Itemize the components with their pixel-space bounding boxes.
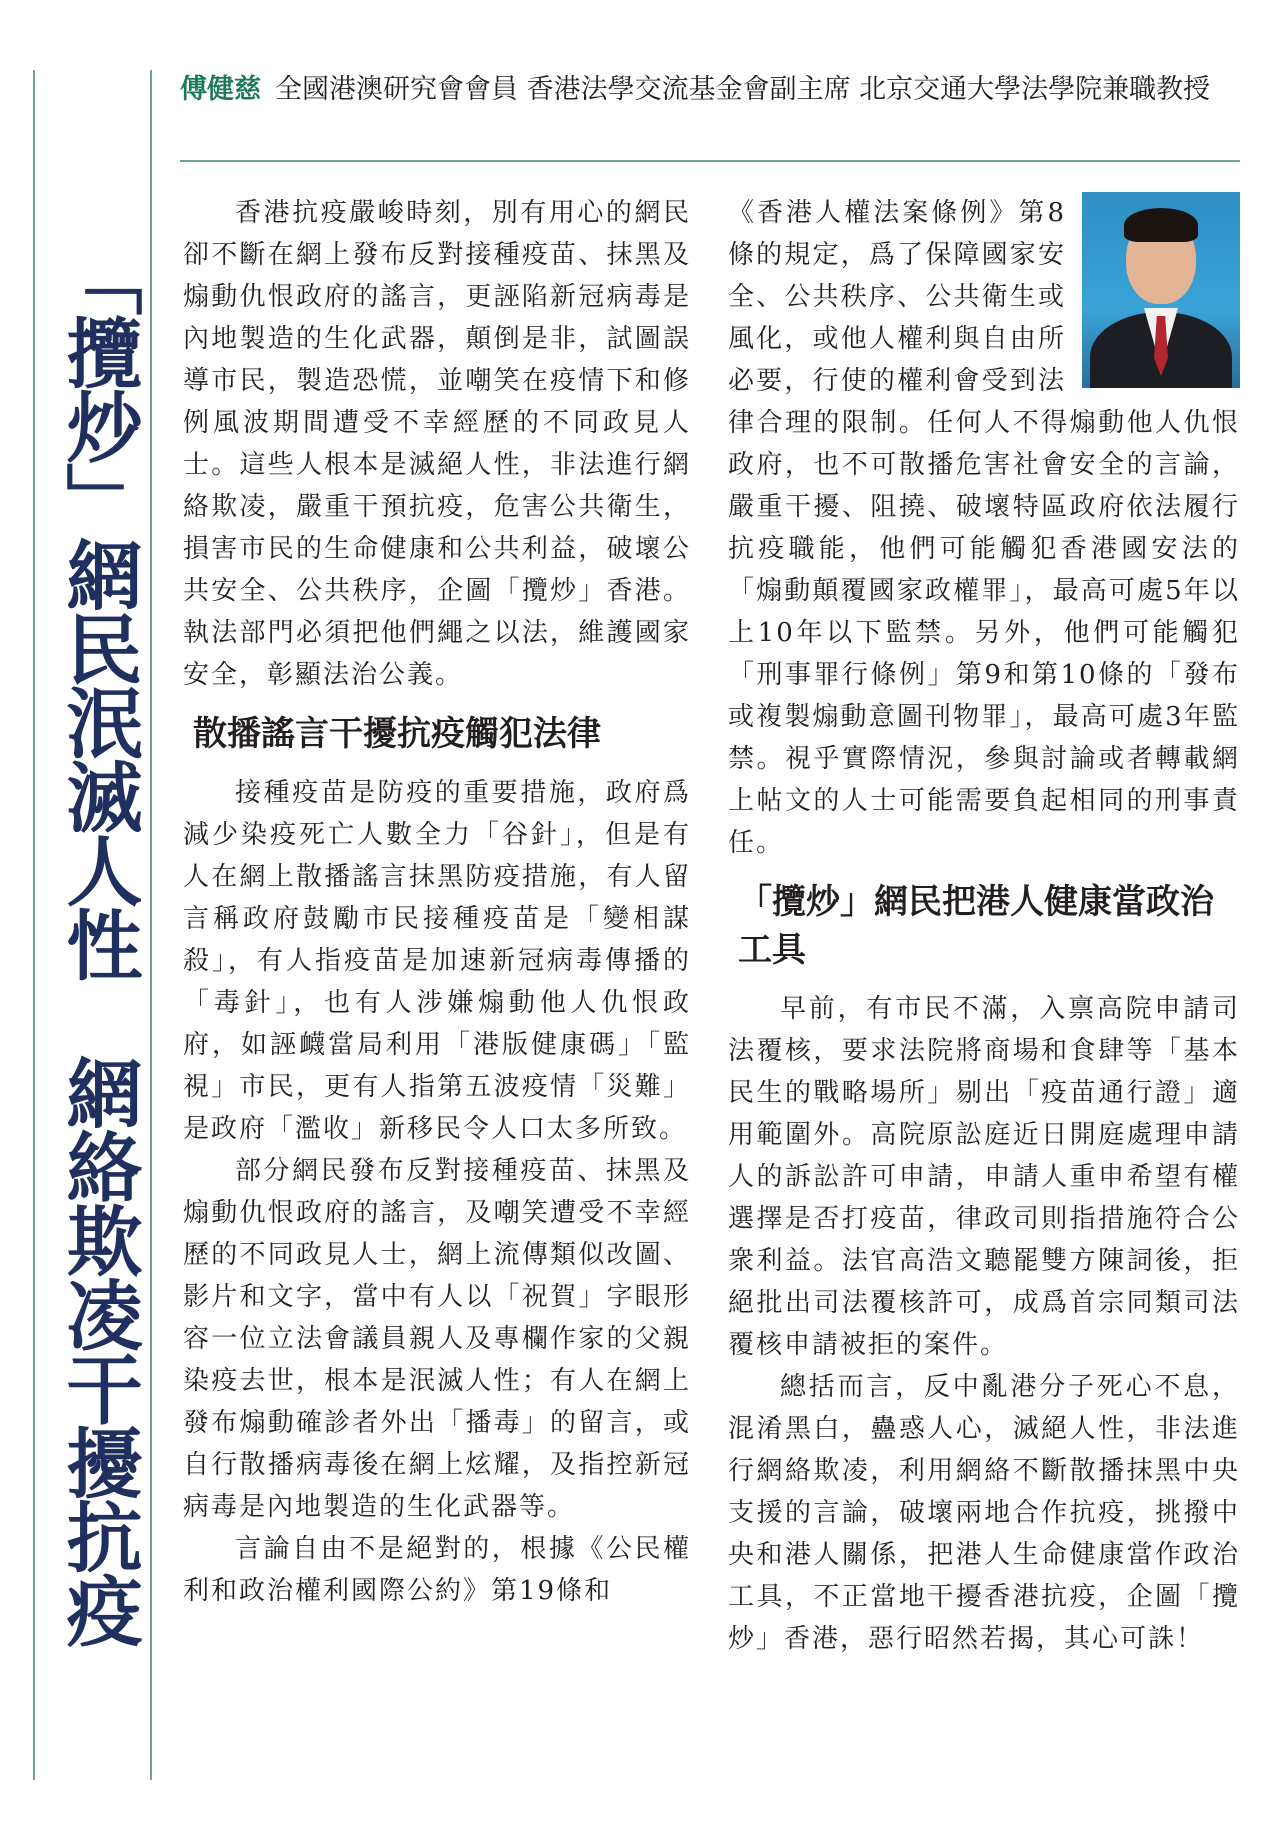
byline-rule: [180, 160, 1240, 162]
paragraph: 早前，有市民不滿，入禀高院申請司法覆核，要求法院將商場和食肆等「基本民生的戰略場所」剔出「疫苗通行證」適用範圍外。高院原訟庭近日開庭處理申請人的訴訟許可申請，申請人重申希望有權選擇是否打疫苗，律政司則指措施符合公衆利益。法官高浩文聽罷雙方陳詞後，拒絕批出司法覆核許可，成爲首宗同類司法覆核申請被拒的案件。: [728, 994, 1240, 1360]
section-heading: 散播謠言干擾抗疫觸犯法律: [193, 714, 601, 754]
column-left: [183, 192, 691, 1612]
headline-divider-rule: [150, 70, 152, 1780]
column-right: [728, 192, 1240, 1660]
author-name: 傅健慈: [180, 74, 261, 105]
left-margin-rule: [33, 70, 35, 1780]
paragraph: 總括而言，反中亂港分子死心不息，混淆黑白，蠱惑人心，滅絕人性，非法進行網絡欺凌，利用網絡不斷散播抹黑中央支援的言論，破壞兩地合作抗疫，挑撥中央和港人關係，把港人生命健康當作政治工具，不正當地干擾香港抗疫，企圖「攬炒」香港，惡行昭然若揭，其心可誅！: [728, 1372, 1240, 1654]
paragraph: 部分網民發布反對接種疫苗、抹黑及煽動仇恨政府的謠言，及嘲笑遭受不幸經歷的不同政見人士，網上流傳類似改圖、影片和文字，當中有人以「祝賀」字眼形容一位立法會議員親人及專欄作家的父親染疫去世，根本是泯滅人性；有人在網上發布煽動確診者外出「播毒」的留言，或自行散播病毒後在網上炫耀，及指控新冠病毒是內地製造的生化武器等。: [183, 1156, 691, 1522]
paragraph: 香港抗疫嚴峻時刻，別有用心的網民卻不斷在網上發布反對接種疫苗、抹黑及煽動仇恨政府的謠言，更誣陷新冠病毒是內地製造的生化武器，顛倒是非，試圖誤導市民，製造恐慌，並嘲笑在疫情下和修例風波期間遭受不幸經歷的不同政見人士。這些人根本是滅絕人性，非法進行網絡欺凌，嚴重干預抗疫，危害公共衛生，損害市民的生命健康和公共利益，破壞公共安全、公共秩序，企圖「攬炒」香港。執法部門必須把他們繩之以法，維護國家安全，彰顯法治公義。: [183, 198, 691, 690]
section-heading: 「攬炒」網民把港人健康當政治工具: [738, 882, 1214, 970]
paragraph: 言論自由不是絕對的，根據《公民權利和政治權利國際公約》第19條和: [183, 1534, 691, 1606]
author-titles: 全國港澳研究會會員 香港法學交流基金會副主席 北京交通大學法學院兼職教授: [275, 74, 1211, 105]
byline: [180, 70, 1240, 110]
article-headline: 「攬炒」網民泯滅人性 網絡欺凌干擾抗疫: [54, 240, 143, 1646]
paragraph: 接種疫苗是防疫的重要措施，政府爲減少染疫死亡人數全力「谷針」，但是有人在網上散播謠言抹黑防疫措施，有人留言稱政府鼓勵市民接種疫苗是「變相謀殺」，有人指疫苗是加速新冠病毒傳播的「毒針」，也有人涉嫌煽動他人仇恨政府，如誣衊當局利用「港版健康碼」「監視」市民，更有人指第五波疫情「災難」是政府「濫收」新移民令人口太多所致。: [183, 778, 691, 1144]
author-portrait: [1082, 192, 1240, 388]
paragraph: 《香港人權法案條例》第8條的規定，爲了保障國家安全、公共秩序、公共衛生或風化，或他人權利與自由所必要，行使的權利會受到法律合理的限制。任何人不得煽動他人仇恨政府，也不可散播危害社會安全的言論，嚴重干擾、阻撓、破壞特區政府依法履行抗疫職能，他們可能觸犯香港國安法的「煽動顛覆國家政權罪」，最高可處5年以上10年以下監禁。另外，他們可能觸犯「刑事罪行條例」第9和第10條的「發布或複製煽動意圖刊物罪」，最高可處3年監禁。視乎實際情況，參與討論或者轉載網上帖文的人士可能需要負起相同的刑事責任。: [728, 198, 1240, 858]
